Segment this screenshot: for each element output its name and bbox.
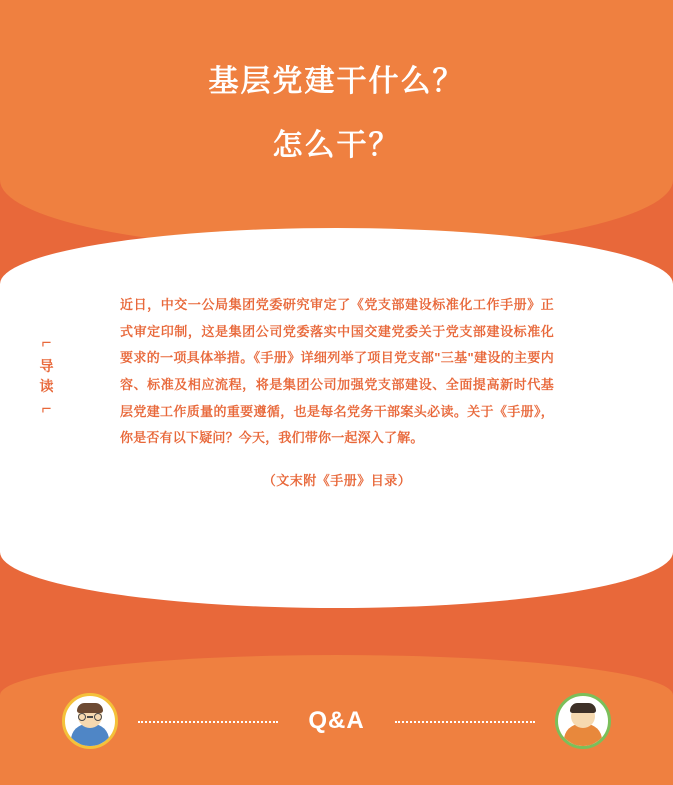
header-band (0, 0, 673, 250)
body-paragraph: 近日，中交一公局集团党委研究审定了《党支部建设标准化工作手册》正式审定印制，这是集团公司党委落实中国交建党委关于党支部建设标准化要求的一项具体举措。《手册》详细列举了项目党支部"三基"建设的主要内容、标准及相应流程，将是集团公司加强党支部建设、全面提高新时代基层党建工作质量的重要遵循，也是每名党务干部案头必读。关于《手册》，你是否有以下疑问？今天，我们带你一起深入了解。 (120, 297, 554, 446)
reading-guide-char-1: 导 (39, 357, 55, 374)
avatar-right-hair (570, 703, 596, 713)
bracket-bottom-icon: ⌐ (41, 399, 53, 419)
appendix-note: （文末附《手册》目录） (262, 473, 412, 488)
reading-guide-label (30, 333, 64, 419)
qa-label: Q&A (308, 707, 365, 734)
page-title-line1: 基层党建干什么？ (208, 65, 465, 98)
bracket-top-icon: ⌐ (41, 333, 53, 352)
qa-row (0, 655, 673, 785)
footer-band (0, 655, 673, 785)
avatar-teacher-icon (555, 693, 611, 749)
reading-guide-char-2: 读 (39, 377, 55, 394)
dotted-divider-right (395, 721, 535, 723)
page-title-line2: 怎么干？ (272, 129, 401, 162)
